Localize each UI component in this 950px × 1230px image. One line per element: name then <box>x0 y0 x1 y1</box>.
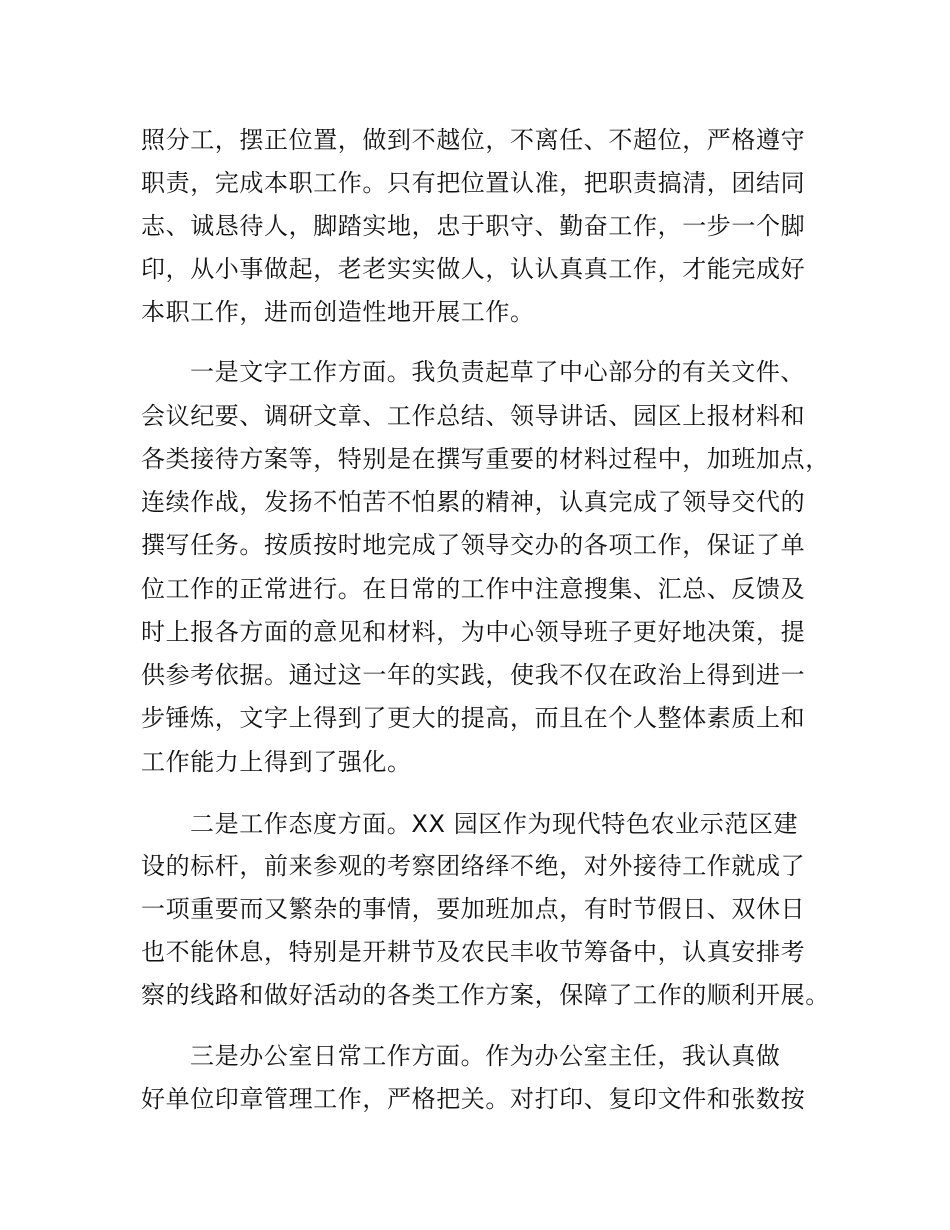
text-line: 一项重要而又繁杂的事情，要加班加点，有时节假日、双休日 <box>141 895 806 923</box>
text-line: 三是办公室日常工作方面。作为办公室主任，我认真做 <box>190 1042 781 1070</box>
text-line: 一是文字工作方面。我负责起草了中心部分的有关文件、 <box>190 358 805 386</box>
text-line: 印，从小事做起，老老实实做人，认认真真工作，才能完成好 <box>141 255 806 283</box>
text-line: 各类接待方案等，特别是在撰写重要的材料过程中，加班加点， <box>141 445 830 473</box>
text-line: 会议纪要、调研文章、工作总结、领导讲话、园区上报材料和 <box>141 402 806 430</box>
text-line: 时上报各方面的意见和材料，为中心领导班子更好地决策，提 <box>141 618 806 646</box>
text-line: 供参考依据。通过这一年的实践，使我不仅在政治上得到进一 <box>141 661 806 689</box>
text-line: 设的标杆，前来参观的考察团络绎不绝，对外接待工作就成了 <box>141 852 806 880</box>
text-line: 好单位印章管理工作，严格把关。对打印、复印文件和张数按 <box>141 1085 806 1113</box>
text-line: 本职工作，进而创造性地开展工作。 <box>141 298 535 326</box>
text-line: 撰写任务。按质按时地完成了领导交办的各项工作，保证了单 <box>141 531 806 559</box>
text-line: 也不能休息，特别是开耕节及农民丰收节筹备中，认真安排考 <box>141 938 806 966</box>
text-line: 二是工作态度方面。XX 园区作为现代特色农业示范区建 <box>190 810 799 838</box>
text-line: 工作能力上得到了强化。 <box>141 748 412 776</box>
text-line: 察的线路和做好活动的各类工作方案，保障了工作的顺利开展。 <box>141 981 830 1009</box>
text-line: 连续作战，发扬不怕苦不怕累的精神，认真完成了领导交代的 <box>141 488 806 516</box>
text-line: 志、诚恳待人，脚踏实地，忠于职守、勤奋工作，一步一个脚 <box>141 212 806 240</box>
text-line: 步锤炼，文字上得到了更大的提高，而且在个人整体素质上和 <box>141 704 806 732</box>
text-line: 职责，完成本职工作。只有把位置认准，把职责搞清，团结同 <box>141 169 806 197</box>
text-line: 照分工，摆正位置，做到不越位，不离任、不超位，严格遵守 <box>141 126 806 154</box>
text-line: 位工作的正常进行。在日常的工作中注意搜集、汇总、反馈及 <box>141 575 806 603</box>
